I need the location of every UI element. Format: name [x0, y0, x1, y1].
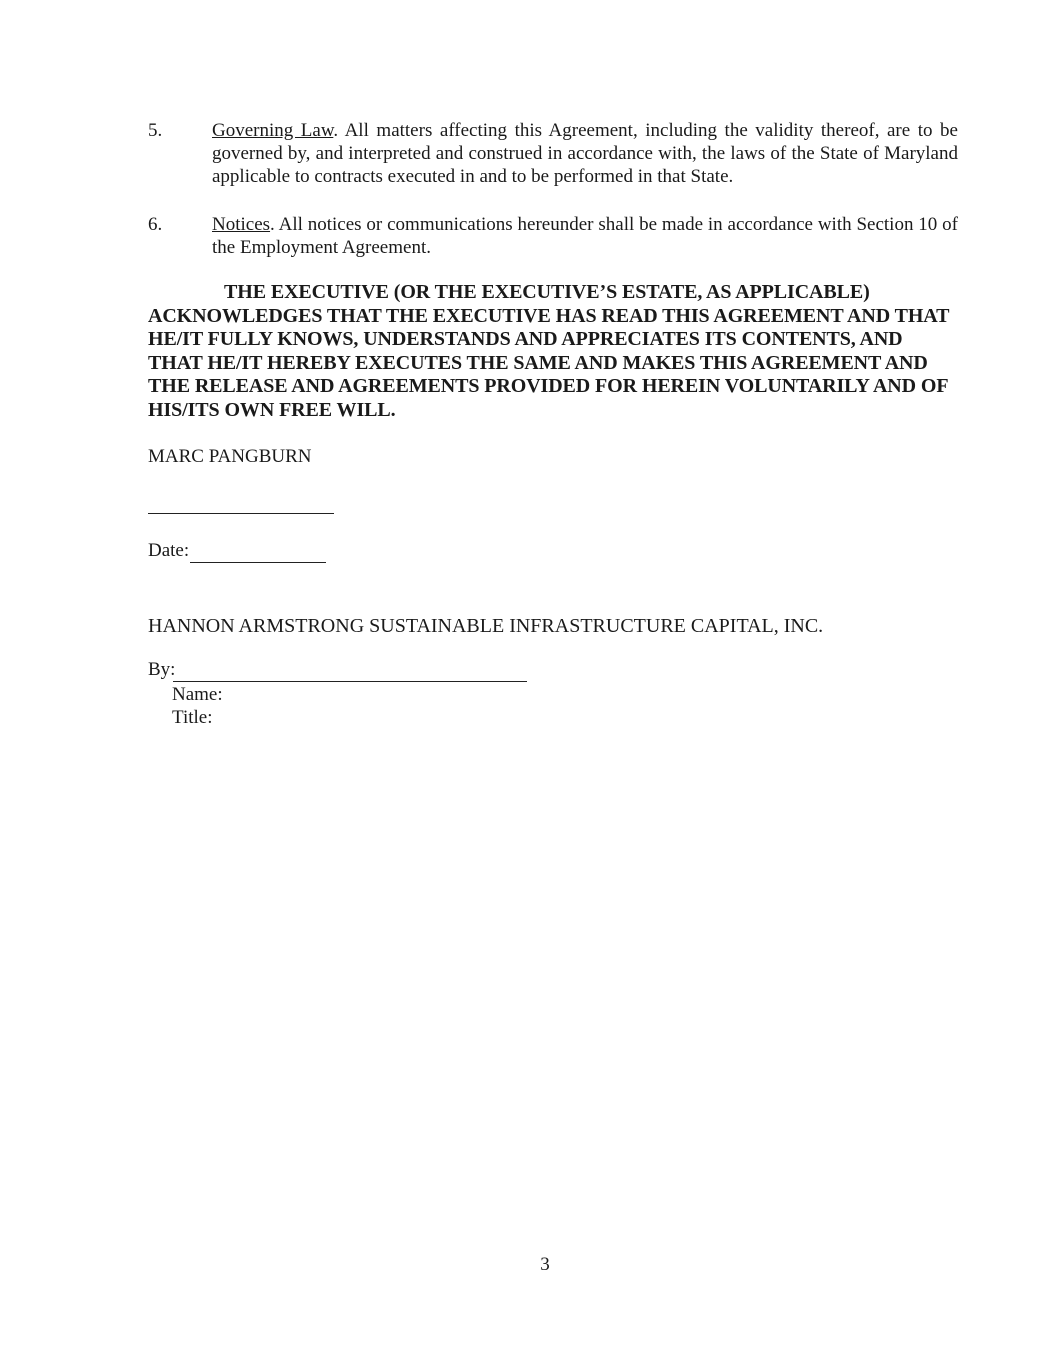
executive-name: MARC PANGBURN: [148, 446, 312, 467]
page-number: 3: [540, 1254, 550, 1275]
section-body: [212, 213, 958, 259]
signatory-title-label: Title:: [172, 707, 213, 728]
by-label: By:: [148, 659, 176, 680]
section-body: [212, 119, 958, 188]
section-heading: Notices: [212, 214, 271, 235]
section-heading: Governing Law: [212, 120, 334, 141]
section-number: 6.: [148, 214, 163, 235]
acknowledgement-paragraph: THE EXECUTIVE (OR THE EXECUTIVE’S ESTATE, AS APPLICABLE) ACKNOWLEDGES THAT THE EXECUTIVE HAS READ THIS AGREEMENT AND THAT HE/IT FULLY KNOWS, UNDERSTANDS AND APPRECIATES ITS CONTENTS, AND THAT HE/IT HEREBY EXECUTES THE SAME AND MAKES THIS AGREEMENT AND THE RELEASE AND AGREEMENTS PROVIDED FOR HEREIN VOLUNTARILY AND OF HIS/ITS OWN FREE WILL.: [148, 281, 950, 421]
section-governing-law: [148, 119, 958, 188]
signatory-name-label: Name:: [172, 684, 223, 705]
section-text: . All notices or communications hereunder shall be made in accordance with Section 10 of the Employment Agreement.: [212, 214, 958, 258]
company-signature-line: [173, 681, 527, 682]
section-text: . All matters affecting this Agreement, including the validity thereof, are to be governed by, and interpreted and construed in accordance with, the laws of the State of Maryland applicable to contracts executed in and to be performed in that State.: [212, 120, 958, 187]
section-number: 5.: [148, 120, 163, 141]
company-name: HANNON ARMSTRONG SUSTAINABLE INFRASTRUCTURE CAPITAL, INC.: [148, 615, 824, 637]
section-notices: [148, 213, 958, 259]
date-line: [190, 562, 326, 563]
executive-signature-line: [148, 513, 334, 514]
date-label: Date:: [148, 540, 190, 561]
